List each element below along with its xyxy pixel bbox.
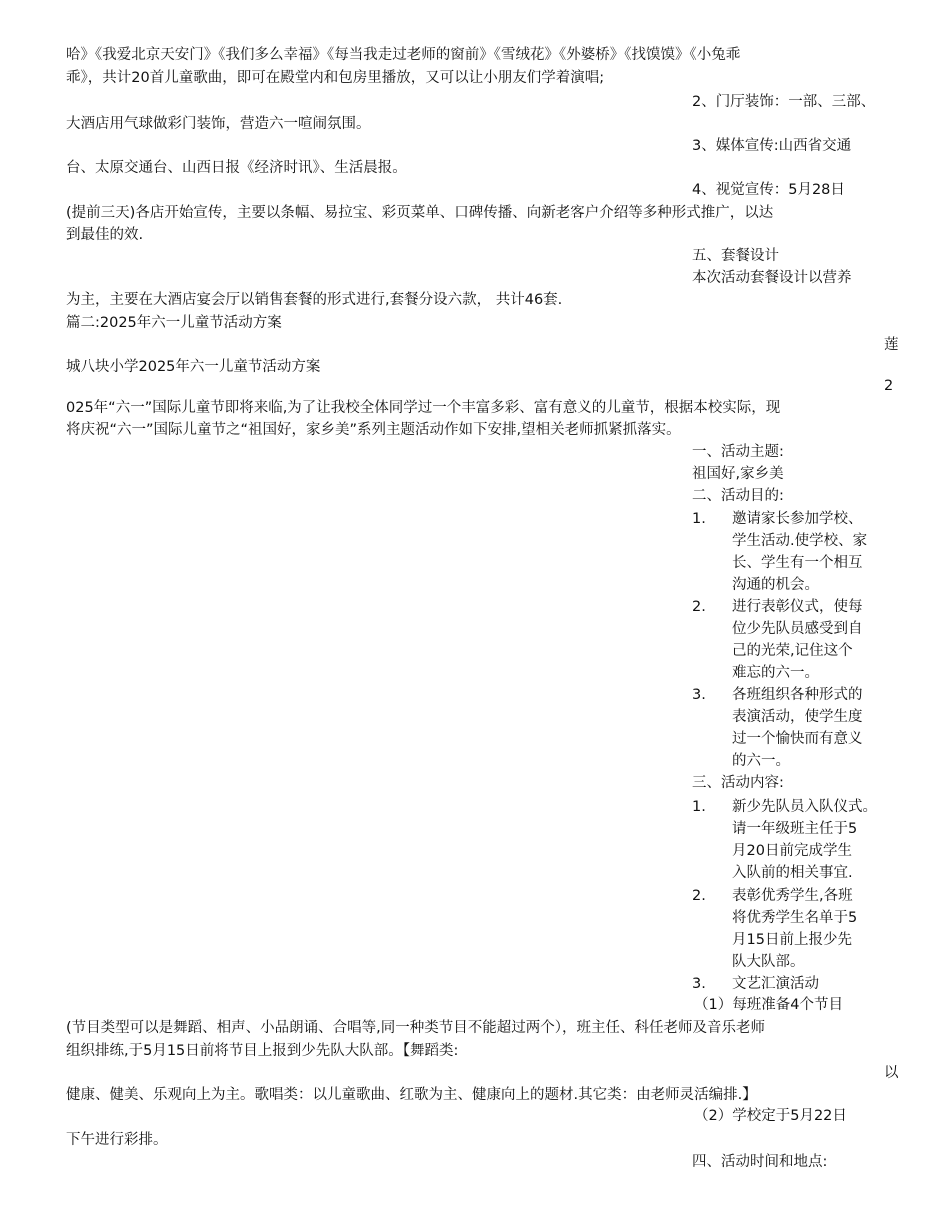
- list-number: 3.: [692, 687, 706, 703]
- list-item-line: 各班组织各种形式的: [732, 687, 863, 703]
- list-item-line: 己的光荣,记住这个: [732, 643, 853, 659]
- text-line: 大酒店用气球做彩门装饰，营造六一喧闹氛围。: [66, 116, 371, 132]
- text-fragment: 以: [884, 1065, 899, 1081]
- text-line: (节目类型可以是舞蹈、相声、小品朗诵、合唱等,同一种类节目不能超过两个），班主任、科任老师及音乐老师: [66, 1020, 766, 1036]
- text-line: 4、视觉宣传：5月28日: [692, 182, 845, 198]
- section-heading: 一、活动主题:: [692, 444, 784, 460]
- list-item-line: 队大队部。: [732, 954, 805, 970]
- list-item-line: 难忘的六一。: [732, 665, 819, 681]
- text-line: 为主，主要在大酒店宴会厅以销售套餐的形式进行,套餐分设六款， 共计46套.: [66, 292, 563, 308]
- list-item-line: 位少先队员感受到自: [732, 621, 863, 637]
- list-item-line: 过一个愉快而有意义: [732, 731, 863, 747]
- list-item-line: 邀请家长参加学校、: [732, 511, 863, 527]
- text-line: （2）学校定于5月22日: [694, 1108, 847, 1124]
- list-item-line: 学生活动.使学校、家: [732, 533, 868, 549]
- list-number: 2.: [692, 599, 706, 615]
- list-item-line: 文艺汇演活动: [732, 976, 819, 992]
- text-line: (提前三天)各店开始宣传，主要以条幅、易拉宝、彩页菜单、口碑传播、向新老客户介绍等多种形式推广，以达: [66, 205, 774, 221]
- text-line: 3、媒体宣传:山西省交通: [692, 138, 852, 154]
- text-fragment: 2: [884, 378, 894, 394]
- text-line: 本次活动套餐设计以营养: [692, 270, 852, 286]
- list-item-line: 月20日前完成学生: [732, 843, 852, 859]
- list-item-line: 进行表彰仪式，使每: [732, 599, 863, 615]
- list-item-line: 新少先队员入队仪式。: [732, 799, 877, 815]
- section-heading: 五、套餐设计: [692, 248, 779, 264]
- text-line: 祖国好,家乡美: [692, 466, 784, 482]
- list-item-line: 表演活动，使学生度: [732, 709, 863, 725]
- article-heading: 篇二:2025年六一儿童节活动方案: [66, 315, 282, 331]
- text-line: 下午进行彩排。: [66, 1132, 168, 1148]
- text-line: 哈》《我爱北京天安门》《我们多么幸福》《每当我走过老师的窗前》《雪绒花》《外婆桥》《找馍馍》《小兔乖: [66, 47, 741, 63]
- text-line: 健康、健美、乐观向上为主。歌唱类：以儿童歌曲、红歌为主、健康向上的题材.其它类：由老师灵活编排.】: [66, 1087, 757, 1103]
- section-heading: 三、活动内容:: [692, 775, 784, 791]
- text-line: 2、门厅装饰：一部、三部、: [692, 94, 876, 110]
- text-line: 到最佳的效.: [66, 227, 144, 243]
- text-line: 组织排练,于5月15日前将节目上报到少先队大队部。【舞蹈类:: [66, 1043, 459, 1059]
- text-line: 将庆祝“六一”国际儿童节之“祖国好，家乡美”系列主题活动作如下安排,望相关老师抓紧抓落实。: [66, 422, 681, 438]
- section-heading: 四、活动时间和地点:: [692, 1154, 828, 1170]
- list-item-line: 沟通的机会。: [732, 577, 819, 593]
- list-number: 1.: [692, 799, 706, 815]
- list-number: 3.: [692, 976, 706, 992]
- list-item-line: 月15日前上报少先: [732, 932, 852, 948]
- list-item-line: 入队前的相关事宜.: [732, 865, 853, 881]
- list-item-line: 请一年级班主任于5: [732, 821, 858, 837]
- document-title: 城八块小学2025年六一儿童节活动方案: [66, 359, 321, 375]
- list-item-line: 将优秀学生名单于5: [732, 910, 858, 926]
- text-line: （1）每班准备4个节目: [694, 997, 843, 1013]
- list-item-line: 的六一。: [732, 753, 790, 769]
- text-line: 台、太原交通台、山西日报《经济时讯》、生活晨报。: [66, 160, 407, 176]
- section-heading: 二、活动目的:: [692, 488, 784, 504]
- list-item-line: 长、学生有一个相互: [732, 555, 863, 571]
- text-line: 乖》，共计20首儿童歌曲，即可在殿堂内和包房里播放，又可以让小朋友们学着演唱;: [66, 70, 605, 86]
- list-number: 2.: [692, 888, 706, 904]
- list-item-line: 表彰优秀学生,各班: [732, 888, 853, 904]
- text-line: 025年“六一”国际儿童节即将来临,为了让我校全体同学过一个丰富多彩、富有意义的儿童节，根据本校实际，现: [66, 400, 781, 416]
- text-fragment: 莲: [884, 337, 899, 353]
- list-number: 1.: [692, 511, 706, 527]
